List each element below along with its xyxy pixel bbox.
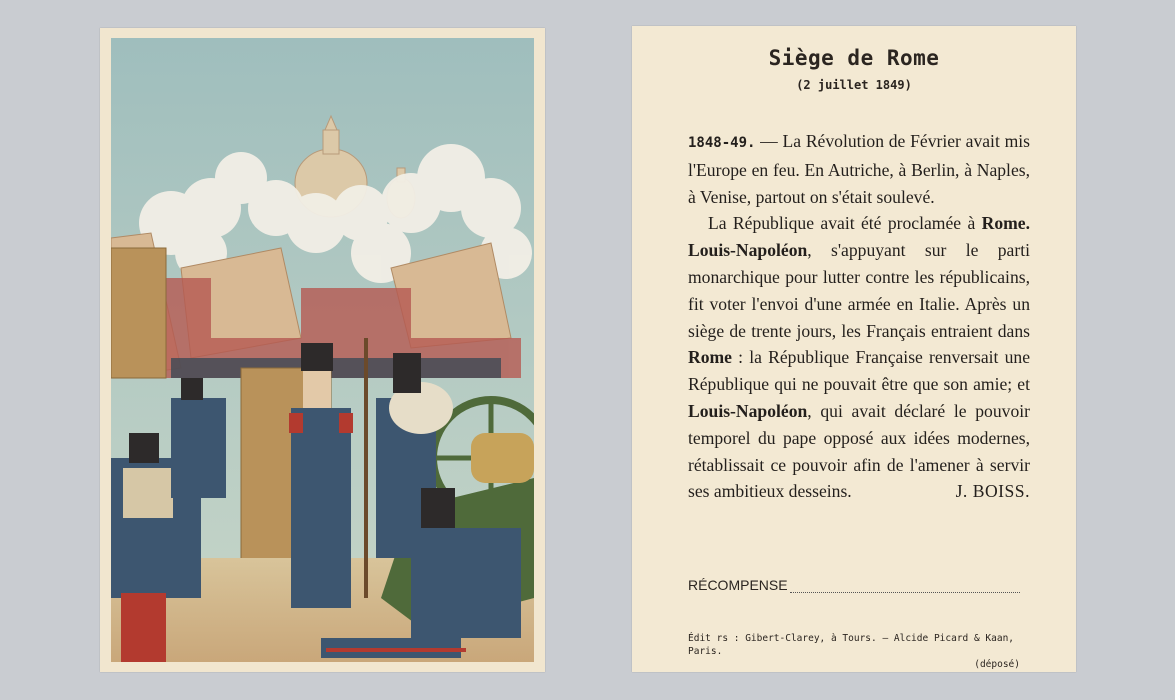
paragraph-2-part-c: , s'appuyant sur le parti monarchique pour lutter contre les républicains, fit voter l'envoi d'une armée en Italie. Après un siège de trente jours, les Français entraient dans [688,240,1030,341]
author-signature: J. BOISS. [955,481,1030,502]
siege-illustration [111,38,534,662]
publisher-footer [688,632,1020,671]
card-title: Siège de Rome [768,46,940,70]
paragraph-2 [688,210,1030,505]
back-card [632,26,1076,672]
footer-line-1: Édit rs : Gibert-Clarey, à Tours. — Alcide Picard & Kaan, Paris. [688,633,1015,657]
paragraph-1-text: — La Révolution de Février avait mis l'Europe en feu. En Autriche, à Berlin, à Naples, à Venise, partout on s'était soulevé. [688,131,1030,207]
paragraph-2-part-a: La République avait été proclamée à [708,213,982,234]
battle-scene-image [111,38,534,662]
recompense-label: RÉCOMPENSE [688,577,788,593]
front-card [100,28,545,672]
footer-line-2: (déposé) [974,659,1020,670]
date-lead: 1848-49. [688,135,756,151]
paragraph-2-bold-rome: Rome. Louis-Napoléon [688,213,1030,261]
paragraph-2-bold-louis: Louis-Napoléon [688,400,808,421]
dotted-rule [790,580,1020,593]
paragraph-2-part-g: , qui avait déclaré le pouvoir temporel du pape opposé aux idées modernes, rétablissait ce pouvoir afin de l'amener à servir ses ambitieux desseins. [688,400,1030,502]
paragraph-1 [688,128,1030,210]
paragraph-2-bold-rome-2: Rome [688,347,732,368]
card-subtitle: (2 juillet 1849) [796,78,912,92]
recompense-line [688,577,1020,593]
paragraph-2-part-e: : la République Française renversait une République qui ne pouvait être que son amie; et [688,347,1030,395]
card-body-text [688,128,1030,505]
